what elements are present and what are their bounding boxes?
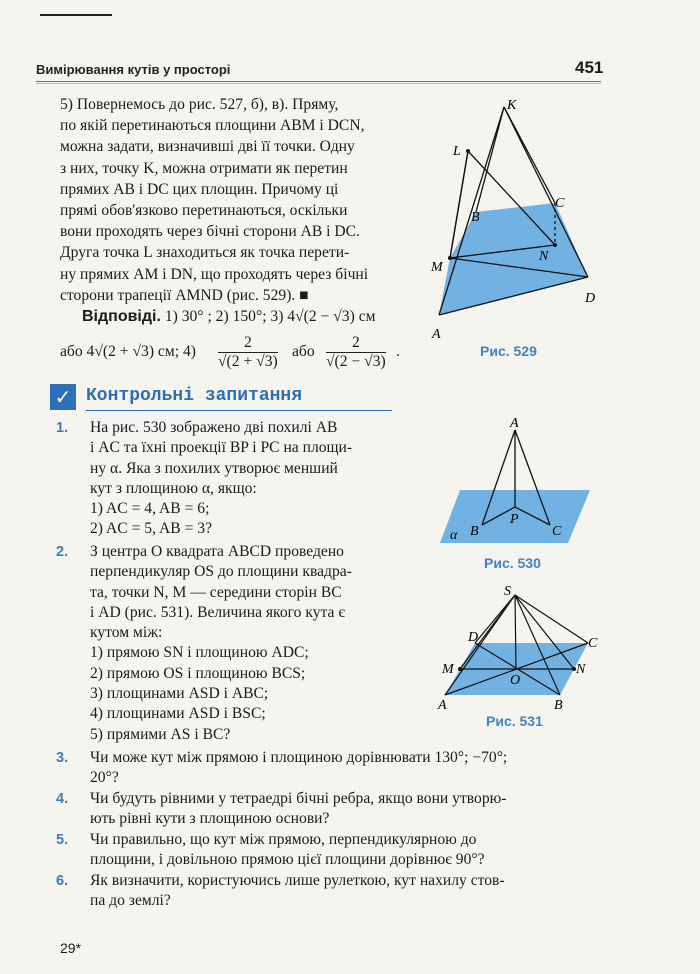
fraction-1: [218, 334, 278, 371]
question-line: На рис. 530 зображено дві похилі AB: [90, 419, 338, 436]
label-C: C: [552, 524, 562, 539]
point-M: [448, 256, 452, 260]
answer-or: або: [292, 343, 315, 360]
caption-531: Рис. 531: [486, 713, 543, 729]
label-M: M: [442, 662, 454, 677]
question-1: [90, 418, 352, 540]
answer-line-2: [60, 334, 420, 372]
answer-text-2: або 4√(2 + √3) см; 4): [60, 343, 196, 360]
question-line: ють рівні кути з площиною основи?: [90, 810, 330, 828]
paragraph-line: сторони трапеції AMND (рис. 529). ■: [60, 286, 309, 304]
paragraph-line: Друга точка L знаходиться як точка перети-: [60, 244, 350, 262]
figure-529: [425, 95, 615, 345]
question-line: 1) AC = 4, AB = 6;: [90, 500, 210, 518]
label-B: B: [471, 210, 480, 225]
question-line: Як визначити, користуючись лише рулеткою, кут нахилу стов-: [90, 872, 505, 889]
question-line: 2) AC = 5, AB = 3?: [90, 520, 212, 538]
label-S: S: [504, 584, 511, 599]
caption-529: Рис. 529: [480, 343, 537, 359]
question-line: Чи будуть рівними у тетраедрі бічні ребра, якщо вони утворю-: [90, 790, 507, 807]
question-line: Чи правильно, що кут між прямою, перпендикулярною до: [90, 831, 477, 848]
fraction-2: [326, 334, 386, 371]
question-line: 4) площинами ASD і BSC;: [90, 705, 266, 723]
question-number: 5.: [56, 832, 69, 848]
question-line: і AD (рис. 531). Величина якого кута є: [90, 603, 346, 621]
figure-530: [440, 415, 600, 545]
point-L: [466, 149, 470, 153]
label-N: N: [539, 249, 549, 264]
label-K: K: [507, 98, 517, 113]
point-M: [458, 667, 462, 671]
question-line: кут з площиною α, якщо:: [90, 479, 257, 497]
answer-end: .: [396, 343, 400, 360]
label-D: D: [585, 291, 596, 306]
paragraph-line: можна задати, визначивші дві її точки. Одну: [60, 138, 355, 156]
paragraph-line: по якій перетинаються площини ABM і DCN,: [60, 117, 365, 135]
point-N: [553, 243, 557, 247]
question-number: 1.: [56, 420, 69, 436]
label-P: P: [510, 512, 519, 527]
question-line: 3) площинами ASD і ABC;: [90, 685, 269, 703]
label-A: A: [438, 698, 447, 713]
question-line: кутом між:: [90, 624, 163, 642]
page-number: 451: [575, 58, 604, 77]
question-6: [90, 871, 590, 912]
paragraph-line: 5) Повернемось до рис. 527, б), в). Пряму,: [60, 96, 339, 113]
question-5: [90, 830, 590, 871]
header-rule: [36, 81, 601, 82]
section-title: Контрольні запитання: [86, 386, 303, 406]
solution-paragraph: [60, 94, 420, 306]
question-line: 20°?: [90, 769, 119, 787]
caption-530: Рис. 530: [484, 555, 541, 571]
label-C: C: [588, 636, 598, 651]
label-N: N: [576, 662, 586, 677]
question-number: 6.: [56, 873, 69, 889]
answer-text-1: 1) 30° ; 2) 150°; 3) 4√(2 − √3) см: [164, 308, 376, 325]
fraction-1-denominator: √(2 + √3): [218, 353, 278, 370]
question-4: [90, 789, 590, 830]
header-rule-light: [36, 83, 601, 84]
question-line: і AC та їхні проекції BP і PC на площи-: [90, 439, 353, 457]
fraction-1-numerator: 2: [218, 334, 278, 353]
answer-label: Відповіді.: [82, 308, 161, 325]
label-D: D: [468, 630, 479, 645]
label-A: A: [432, 327, 441, 342]
question-number: 2.: [56, 544, 69, 560]
section-rule: [86, 410, 392, 411]
question-number: 3.: [56, 750, 69, 766]
answer-line-1: [82, 308, 375, 326]
paragraph-line: з них, точку K, можна отримати як перетин: [60, 159, 348, 177]
paragraph-line: прямі обов'язково перетинаються, оскільки: [60, 202, 348, 220]
paragraph-line: вони проходять через бічні сторони AB і DC.: [60, 223, 360, 241]
question-2: [90, 542, 352, 745]
running-header: Вимірювання кутів у просторі: [36, 62, 231, 77]
question-number: 4.: [56, 791, 69, 807]
label-A: A: [510, 416, 519, 431]
question-line: перпендикуляр OS до площини квадра-: [90, 563, 352, 581]
question-line: 2) прямою OS і площиною BCS;: [90, 664, 306, 682]
signature-mark: 29*: [60, 940, 82, 956]
label-C: C: [555, 196, 565, 211]
question-line: 5) прямими AS і BC?: [90, 725, 231, 743]
paragraph-line: прямих AB і DC цих площин. Причому ці: [60, 180, 339, 198]
question-line: та, точки N, M — середини сторін BC: [90, 583, 342, 601]
label-B: B: [554, 698, 563, 713]
check-icon: ✓: [50, 384, 76, 410]
label-B: B: [470, 524, 479, 539]
figure-531: [430, 583, 610, 713]
paragraph-line: ну прямих AM і DN, що проходять через бічні: [60, 265, 369, 283]
question-3: [90, 748, 590, 789]
fraction-2-denominator: √(2 − √3): [326, 353, 386, 370]
label-M: M: [431, 260, 443, 275]
question-line: площини, і довільною прямою цієї площини дорівнює 90°?: [90, 851, 485, 869]
label-alpha: α: [450, 528, 458, 543]
question-line: Чи може кут між прямою і площиною дорівнювати 130°; −70°;: [90, 749, 508, 766]
question-line: 1) прямою SN і площиною ADC;: [90, 644, 309, 662]
top-rule: [40, 14, 112, 16]
question-line: ну α. Яка з похилих утворює менший: [90, 459, 338, 477]
question-line: З центра O квадрата ABCD проведено: [90, 543, 344, 560]
label-O: O: [510, 673, 521, 688]
label-L: L: [453, 144, 461, 159]
question-line: па до землі?: [90, 892, 171, 910]
fraction-2-numerator: 2: [326, 334, 386, 353]
